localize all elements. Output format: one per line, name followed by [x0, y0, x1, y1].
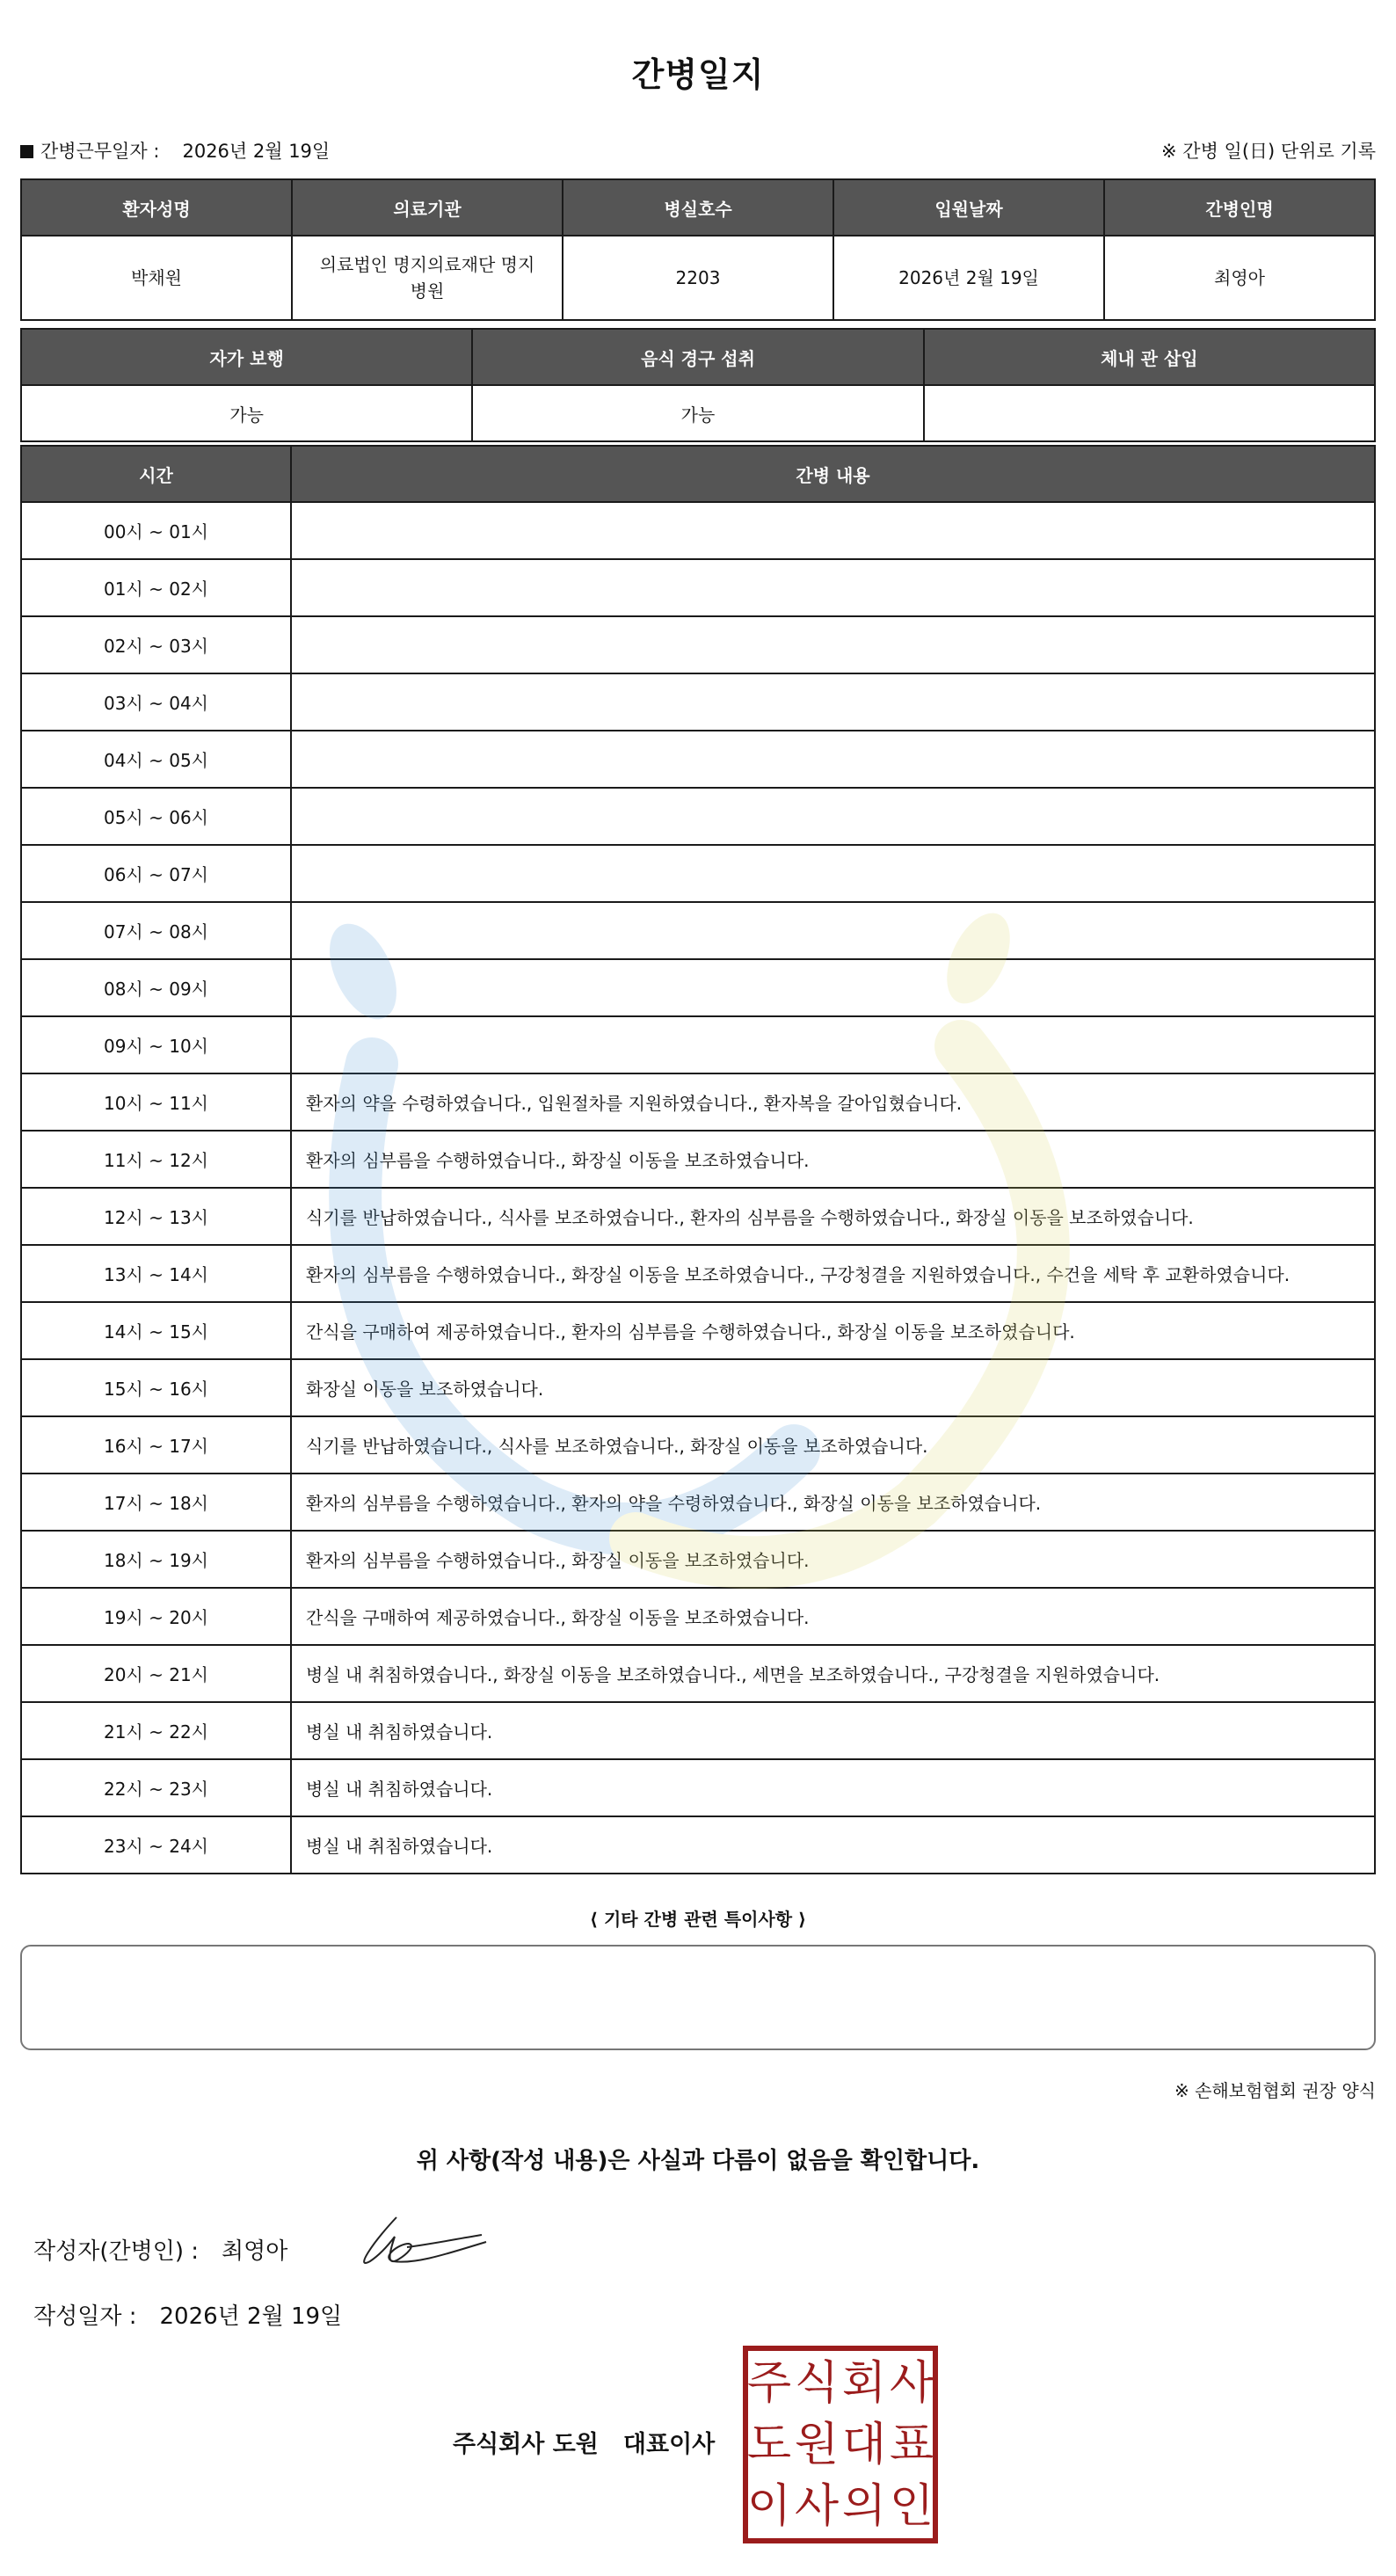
content-cell: 식기를 반납하였습니다., 식사를 보조하였습니다., 환자의 심부름을 수행하였습니다., 화장실 이동을 보조하였습니다. — [291, 1188, 1375, 1245]
content-cell: 환자의 심부름을 수행하였습니다., 화장실 이동을 보조하였습니다. — [291, 1131, 1375, 1188]
header-walking: 자가 보행 — [21, 329, 472, 385]
content-cell — [291, 502, 1375, 559]
table-row — [21, 845, 1375, 902]
time-cell: 19시 ~ 20시 — [21, 1588, 291, 1645]
content-cell: 병실 내 취침하였습니다. — [291, 1702, 1375, 1759]
patient-info-table — [20, 178, 1376, 321]
seal-character: 인 — [889, 2480, 934, 2533]
header-institution: 의료기관 — [292, 179, 563, 236]
content-cell: 환자의 약을 수령하였습니다., 입원절차를 지원하였습니다., 환자복을 갈아입혔습니다. — [291, 1073, 1375, 1131]
content-cell: 간식을 구매하여 제공하였습니다., 환자의 심부름을 수행하였습니다., 화장실 이동을 보조하였습니다. — [291, 1302, 1375, 1359]
content-cell: 환자의 심부름을 수행하였습니다., 환자의 약을 수령하였습니다., 화장실 이동을 보조하였습니다. — [291, 1474, 1375, 1531]
time-cell: 09시 ~ 10시 — [21, 1016, 291, 1073]
content-cell — [291, 788, 1375, 845]
table-row — [21, 1474, 1375, 1531]
table-row — [21, 1245, 1375, 1302]
header-patient-name: 환자성명 — [21, 179, 292, 236]
time-cell: 22시 ~ 23시 — [21, 1759, 291, 1816]
special-notes-title: ⟨ 기타 간병 관련 특이사항 ⟩ — [589, 1909, 807, 1930]
representative-title: 대표이사 — [622, 2431, 716, 2458]
table-row — [21, 1131, 1375, 1188]
patient-name: 박채원 — [21, 236, 292, 320]
time-cell: 13시 ~ 14시 — [21, 1245, 291, 1302]
company-name: 주식회사 도원 — [453, 2431, 599, 2458]
institution-line1: 의료법인 명지의료재단 명지 — [319, 254, 535, 275]
table-row — [21, 1416, 1375, 1474]
content-cell: 환자의 심부름을 수행하였습니다., 화장실 이동을 보조하였습니다. — [291, 1531, 1375, 1588]
time-cell: 05시 ~ 06시 — [21, 788, 291, 845]
seal-character: 도 — [746, 2419, 792, 2471]
table-row — [21, 731, 1375, 788]
time-cell: 02시 ~ 03시 — [21, 616, 291, 673]
content-cell — [291, 902, 1375, 959]
oral-intake-value: 가능 — [472, 385, 923, 441]
recommend-note: ※ 손해보험협회 권장 양식 — [1174, 2080, 1376, 2101]
header-time: 시간 — [21, 446, 291, 502]
work-date — [20, 137, 330, 164]
seal-character: 회 — [841, 2357, 887, 2410]
time-cell: 17시 ~ 18시 — [21, 1474, 291, 1531]
seal-character: 사 — [794, 2480, 840, 2533]
walking-value: 가능 — [21, 385, 472, 441]
seal-character: 사 — [889, 2357, 934, 2410]
time-cell: 04시 ~ 05시 — [21, 731, 291, 788]
table-row — [21, 1531, 1375, 1588]
hourly-log-table — [20, 445, 1376, 1874]
table-row — [21, 1359, 1375, 1416]
content-cell: 식기를 반납하였습니다., 식사를 보조하였습니다., 화장실 이동을 보조하였습니다. — [291, 1416, 1375, 1474]
institution-line2: 병원 — [410, 280, 445, 302]
square-bullet-icon — [20, 145, 33, 158]
table-row — [21, 1702, 1375, 1759]
document-title: 간병일지 — [631, 55, 765, 94]
content-cell: 병실 내 취침하였습니다. — [291, 1759, 1375, 1816]
time-cell: 01시 ~ 02시 — [21, 559, 291, 616]
time-cell: 18시 ~ 19시 — [21, 1531, 291, 1588]
table-row — [21, 1588, 1375, 1645]
seal-character: 표 — [889, 2419, 934, 2471]
signature-image — [354, 2209, 495, 2279]
content-cell: 병실 내 취침하였습니다., 화장실 이동을 보조하였습니다., 세면을 보조하였습니다., 구강청결을 지원하였습니다. — [291, 1645, 1375, 1702]
header-oral-intake: 음식 경구 섭취 — [472, 329, 923, 385]
seal-character: 이 — [746, 2480, 792, 2533]
institution — [292, 236, 563, 320]
table-row — [21, 616, 1375, 673]
company-signature-line — [453, 2425, 715, 2459]
confirmation-statement: 위 사항(작성 내용)은 사실과 다름이 없음을 확인합니다. — [416, 2148, 980, 2174]
date-label: 작성일자 : — [33, 2303, 137, 2330]
time-cell: 20시 ~ 21시 — [21, 1645, 291, 1702]
content-cell — [291, 1016, 1375, 1073]
special-notes-box — [20, 1945, 1376, 2050]
table-row — [21, 959, 1375, 1016]
tube-insertion-value — [924, 385, 1375, 441]
table-row — [21, 673, 1375, 731]
time-cell: 15시 ~ 16시 — [21, 1359, 291, 1416]
time-cell: 00시 ~ 01시 — [21, 502, 291, 559]
room-number: 2203 — [563, 236, 833, 320]
work-date-label: 간병근무일자 : — [40, 141, 160, 162]
header-admission-date: 입원날짜 — [833, 179, 1104, 236]
time-cell: 12시 ~ 13시 — [21, 1188, 291, 1245]
time-cell: 08시 ~ 09시 — [21, 959, 291, 1016]
seal-character: 원 — [794, 2419, 840, 2471]
time-cell: 23시 ~ 24시 — [21, 1816, 291, 1874]
table-row — [21, 902, 1375, 959]
content-cell — [291, 959, 1375, 1016]
time-cell: 21시 ~ 22시 — [21, 1702, 291, 1759]
table-row — [21, 1816, 1375, 1874]
meta-row — [20, 137, 1376, 164]
content-cell — [291, 616, 1375, 673]
content-cell: 환자의 심부름을 수행하였습니다., 화장실 이동을 보조하였습니다., 구강청결을 지원하였습니다., 수건을 세탁 후 교환하였습니다. — [291, 1245, 1375, 1302]
content-cell: 병실 내 취침하였습니다. — [291, 1816, 1375, 1874]
work-date-value: 2026년 2월 19일 — [182, 141, 331, 162]
content-cell: 화장실 이동을 보조하였습니다. — [291, 1359, 1375, 1416]
table-row — [21, 1302, 1375, 1359]
table-row — [21, 502, 1375, 559]
time-cell: 14시 ~ 15시 — [21, 1302, 291, 1359]
seal-character: 주 — [746, 2357, 792, 2410]
caregiver-name: 최영아 — [1104, 236, 1375, 320]
table-row — [21, 1188, 1375, 1245]
seal-character: 식 — [794, 2357, 840, 2410]
time-cell: 11시 ~ 12시 — [21, 1131, 291, 1188]
content-cell — [291, 731, 1375, 788]
table-row — [21, 1759, 1375, 1816]
record-unit-note: ※ 간병 일(日) 단위로 기록 — [1161, 141, 1376, 162]
company-seal-stamp — [743, 2346, 938, 2543]
time-cell: 16시 ~ 17시 — [21, 1416, 291, 1474]
time-cell: 03시 ~ 04시 — [21, 673, 291, 731]
time-cell: 07시 ~ 08시 — [21, 902, 291, 959]
writer-label: 작성자(간병인) : — [33, 2238, 200, 2265]
table-row — [21, 1016, 1375, 1073]
table-row — [21, 1073, 1375, 1131]
seal-character: 대 — [841, 2419, 887, 2471]
time-cell: 10시 ~ 11시 — [21, 1073, 291, 1131]
admission-date: 2026년 2월 19일 — [833, 236, 1104, 320]
date-value: 2026년 2월 19일 — [159, 2303, 343, 2330]
header-tube-insertion: 체내 관 삽입 — [924, 329, 1375, 385]
header-caregiver: 간병인명 — [1104, 179, 1375, 236]
care-log-document — [20, 0, 1376, 2576]
writer-name: 최영아 — [222, 2238, 288, 2265]
content-cell — [291, 559, 1375, 616]
writer-row — [33, 2233, 287, 2266]
content-cell — [291, 673, 1375, 731]
header-room: 병실호수 — [563, 179, 833, 236]
content-cell: 간식을 구매하여 제공하였습니다., 화장실 이동을 보조하였습니다. — [291, 1588, 1375, 1645]
content-cell — [291, 845, 1375, 902]
table-row — [21, 1645, 1375, 1702]
patient-status-table — [20, 328, 1376, 442]
seal-character: 의 — [841, 2480, 887, 2533]
time-cell: 06시 ~ 07시 — [21, 845, 291, 902]
header-content: 간병 내용 — [291, 446, 1375, 502]
table-row — [21, 559, 1375, 616]
date-row — [33, 2298, 342, 2331]
table-row — [21, 788, 1375, 845]
